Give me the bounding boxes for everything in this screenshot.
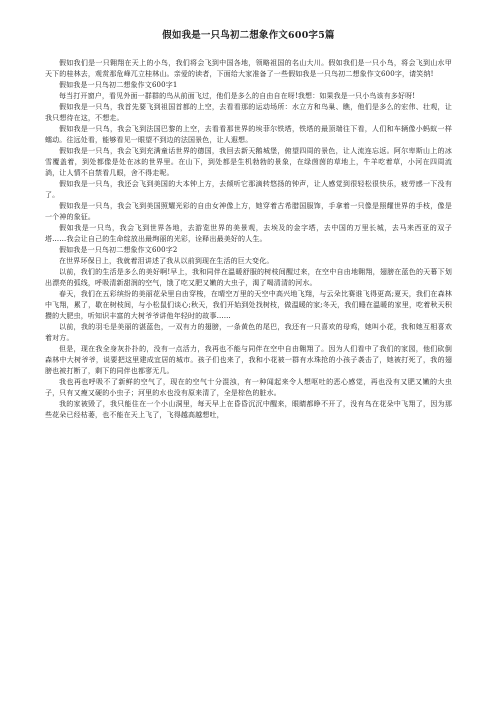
paragraph: 我的家被毁了，我只能住在一个小山洞里，每天早上在昏昏沉沉中醒来，眼睛都睁不开了，没有鸟在花朵中飞翔了，因为那些花朵已经枯萎，也不能在天上飞了，飞得越高越想吐， <box>45 400 452 419</box>
paragraph: 假如我是一只鸟，我会飞到世界各地，去游览世界的美景观，去埃及的金字塔，去中国的万里长城，去马来西亚的双子塔……我会让自己的生命绽放出最绚丽的光彩，诠释出最美好的人生。 <box>45 224 452 243</box>
paragraph: 假如我是一只鸟，我会飞到美国照耀光彩的自由女神像上方，她穿着古希腊国服饰，手拿着一只像是照耀世界的手枝，像是一个神的象征。 <box>45 202 452 221</box>
section-heading: 假如我是一只鸟初二想象作文600字2 <box>59 246 178 254</box>
document-body <box>45 58 452 421</box>
paragraph: 假如我是一只鸟，我首先要飞到祖国首都的上空，去看看那的运动场所：水立方和鸟巢、瞧，他们是多么的宏伟、壮观，让我只想待在这，不想走。 <box>45 103 452 122</box>
paragraph: 每当打开窗户，看见外面一群群的鸟从前面飞过，他们是多么的自由自在呀!我想：如果我是一只小鸟该有多好呀! <box>59 92 416 100</box>
paragraph: 假如我们是一只翱翔在天上的小鸟，我们将会飞到中国各地，领略祖国的名山大川。假如我们是一只小鸟，将会飞到山水甲天下的桂林去，观赏那危峰兀立桂林山。亲爱的读者，下面给大家准备了一些假如我是一只鸟初二想象作文600字，请笑纳! <box>45 59 452 78</box>
paragraph: 假如我是一只鸟，我会飞到充满童话世界的德国，我回去新天鹅城堡，俯望四周的景色，让人流连忘返。阿尔卑斯山上的冰雪覆盖着，到处都像是处在冰的世界里。在山下，到处都是生机勃勃的景象，在绿茵茵的草地上，牛羊吃着草，小河在四周流淌，让人情不自禁看几眼，舍不得走呢。 <box>45 147 452 177</box>
section-heading: 假如我是一只鸟初二想象作文600字1 <box>59 81 178 89</box>
paragraph: 以前，我的羽毛是美丽的湛蓝色，一双有力的翅膀，一条黄色的尾巴，我还有一只喜欢的母鸡，她叫小花，我和她互相喜欢着对方。 <box>45 323 452 342</box>
paragraph: 春天，我们在五彩缤纷的美丽花朵里自由穿梭，在晴空万里的天空中高兴地飞翔，与云朵比赛谁飞得更高;夏天，我们在森林中飞翔，累了，歇在树枝间，与小松鼠们谈心;秋天，我们开始到处找树枝，做温暖的家;冬天，我们睡在温暖的家里，吃着秋天积攒的大肥虫，听知识丰富的大树爷爷讲他年轻时的故事…… <box>45 290 452 320</box>
paragraph: 假如我是一只鸟，我会飞到法国巴黎的上空，去看看那世界的埃菲尔铁塔，铁塔的最顶端往下看，人们和车辆像小蚂蚁一样蠕动。往远处看，能够看见一眼望不到边的法国景色，让人遐想。 <box>45 125 452 144</box>
paragraph: 假如我是一只鸟，我还会飞到美国的大本钟上方，去倾听它那滴转悠扬的钟声，让人感觉到很轻松很快乐，疲劳感一下没有了。 <box>45 180 452 199</box>
paragraph: 在世界环保日上，我就着泪讲述了我从以前到现在生活的巨大变化。 <box>59 257 274 265</box>
paragraph: 但是，现在我全身灰扑扑的，没有一点活力，我再也不能与同伴在空中自由翱翔了。因为人们看中了我们的家园，他们砍倒森林中大树爷爷，说要把这里建成宜居的城市。孩子们也来了，我和小花被一群有水珠抢的小孩子袭击了，她被打死了，我的翅膀也被打断了，剩下的同伴也都寥无几。 <box>45 345 452 375</box>
paragraph: 以前，我们的生活是多么的美好啊!早上，我和同伴在温暖舒服的树枝间醒过来，在空中自由地翱翔，翅膀在蓝色的天幕下划出漂亮的弧线，呼吸清新甜润的空气，饿了吃又肥又嫩的大虫子，渴了喝清清的河水。 <box>45 268 452 287</box>
paragraph: 我也再也呼吸不了新鲜的空气了，现在的空气十分混浊，有一种闻起来令人想呕吐的恶心感觉，再也没有又肥又嫩的大虫子，只有又瘦又硬的小虫子；河里的水也没有原来清了，全是棕色的脏水。 <box>45 378 452 397</box>
document-title: 假如我是一只鸟初二想象作文600字5篇 <box>162 30 335 41</box>
